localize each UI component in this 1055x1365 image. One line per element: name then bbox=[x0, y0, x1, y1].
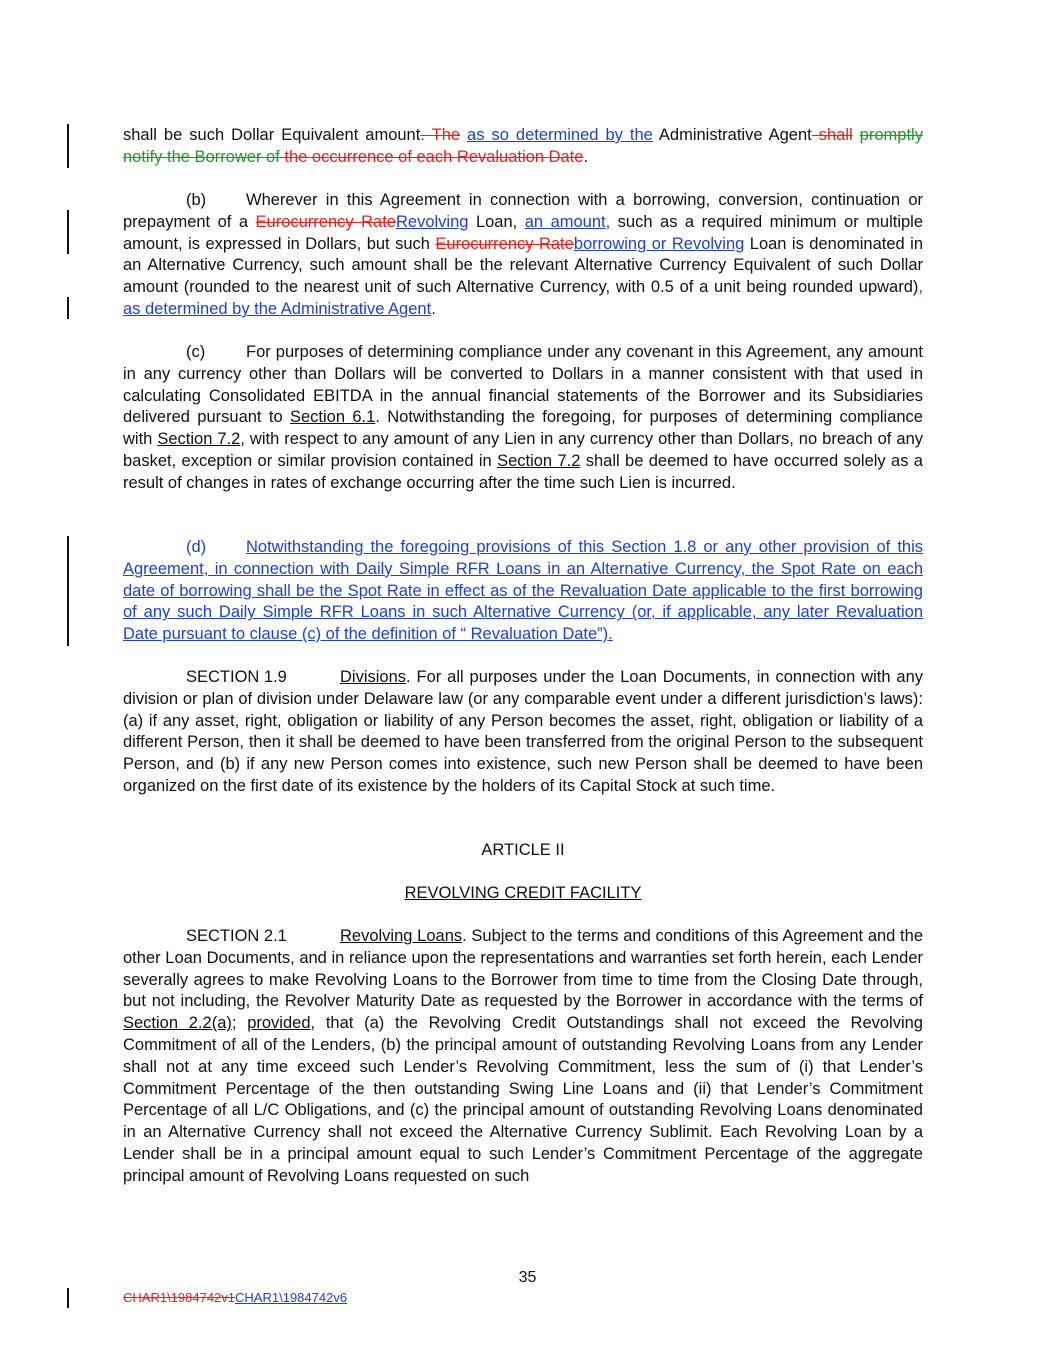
page-number: 35 bbox=[518, 1269, 537, 1286]
section-label: SECTION 2.1 bbox=[186, 927, 287, 945]
section-reference: Section 7.2 bbox=[497, 451, 581, 470]
clause-label: (b) bbox=[186, 191, 207, 209]
text: , that (a) the Revolving Credit Outstandings shall not exceed the Revolving Commitment of all of the Lenders, (b) the principal amount of outstanding Revolving Loans from any Lender shall not at any time exceed such Lender’s Revolving Commitment, less the sum of (i) that Lender’s Commitment Percentage of the then outstanding Swing Line Loans and (ii) that Lender’s Commitment Percentage of all L/C Obligations, and (c) the principal amount of outstanding Revolving Loans denominated in an Alternative Currency shall not exceed the Alternative Currency Sublimit. Each Revolving Loan by a Lender shall be in a principal amount equal to such Lender’s Commitment Percentage of the aggregate principal amount of Revolving Loans requested on such bbox=[123, 1014, 923, 1185]
section-2-1 bbox=[123, 926, 923, 1188]
paragraph-continuation bbox=[123, 125, 923, 169]
defined-term: provided bbox=[247, 1014, 311, 1033]
deleted-document-id: CHAR1\1984742v1 bbox=[123, 1290, 236, 1305]
document-id bbox=[123, 1290, 347, 1305]
section-heading: Divisions bbox=[340, 668, 407, 686]
section-reference: Section 7.2 bbox=[157, 430, 241, 449]
text: . Subject to the terms and conditions of this Agreement and the other Loan Documents, and in reliance upon the representations and warranties set forth herein, each Lender severally agrees to make Revolving Loans to the Borrower from time to time from the Closing Date through, but not including, the Revolver Maturity Date as requested by the Borrower in accordance with the terms of bbox=[123, 927, 923, 1011]
paragraph-d-inserted bbox=[123, 537, 923, 646]
text: For purposes of determining compliance under any covenant in this Agreement, any amount in any currency other than Dollars will be converted to Dollars in a manner consistent with that used in calculating Consolidated EBITDA in the annual financial statements of the Borrower and its Subsidiaries delivered pursuant to bbox=[123, 343, 923, 427]
section-label: SECTION 1.9 bbox=[186, 668, 287, 686]
inserted-text: borrowing or Revolving bbox=[573, 234, 745, 253]
text: shall be such Dollar Equivalent amount bbox=[123, 126, 421, 144]
article-title bbox=[123, 883, 923, 905]
text: Administrative Agent bbox=[658, 126, 812, 144]
deleted-text: the occurrence of each Revaluation Date bbox=[279, 147, 584, 166]
text: Loan is denominated in an Alternative Currency, such amount shall be the relevant Alternative Currency Equivalent of such Dollar amount (rounded to the nearest unit of such Alternative Currency, with 0.5 of a unit being rounded upward) bbox=[123, 234, 923, 297]
change-bar bbox=[67, 1288, 69, 1308]
section-1-9 bbox=[123, 667, 923, 798]
text: ; bbox=[231, 1014, 248, 1033]
clause-label: (d) bbox=[186, 538, 207, 556]
article-number: ARTICLE II bbox=[481, 841, 565, 859]
inserted-text: Notwithstanding the foregoing provisions of this Section 1.8 or any other provision of this Agreement, in connection with Daily Simple RFR Loans in an Alternative Currency, the Spot Rate on each date of borrowing shall be the Spot Rate in effect as of the Revaluation Date applicable to the first borrowing of any such Daily Simple RFR Loans in such Alternative Currency (or, if applicable, any later Revaluation Date pursuant to clause (c) of the definition of “ Revaluation Date”). bbox=[123, 538, 923, 644]
inserted-text: Revolving bbox=[396, 212, 469, 231]
text: . bbox=[431, 299, 436, 318]
inserted-document-id: CHAR1\1984742v6 bbox=[235, 1290, 348, 1305]
change-bar bbox=[67, 297, 69, 319]
paragraph-c bbox=[123, 342, 923, 495]
text: Loan, bbox=[468, 212, 525, 231]
text: . bbox=[583, 147, 589, 166]
article-title-text: REVOLVING CREDIT FACILITY bbox=[404, 884, 642, 902]
text: Wherever in this Agreement in connection with a borrowing, conversion, continuation or prepayment of a bbox=[123, 191, 923, 231]
text: , with respect to any amount of any Lien in any currency other than Dollars, no breach of any basket, exception or similar provision contained in bbox=[123, 430, 923, 470]
change-bar bbox=[67, 210, 69, 254]
section-reference: Section 6.1 bbox=[289, 408, 376, 427]
inserted-text: as so determined by the bbox=[467, 126, 653, 144]
change-bar bbox=[67, 124, 69, 168]
deleted-text: . The bbox=[420, 126, 461, 144]
deleted-text: shall bbox=[811, 126, 853, 144]
paragraph-b bbox=[123, 190, 923, 321]
inserted-text: , as determined by the Administrative Agent bbox=[123, 278, 923, 318]
clause-label: (c) bbox=[186, 343, 206, 361]
deleted-text: Eurocurrency Rate bbox=[435, 234, 574, 253]
text: such as a required minimum or multiple amount, is expressed in Dollars, but such bbox=[123, 212, 924, 253]
deleted-text: Eurocurrency Rate bbox=[255, 212, 396, 231]
text: . Notwithstanding the foregoing, for purposes of determining compliance with bbox=[123, 408, 923, 449]
text: shall be deemed to have occurred solely as a result of changes in rates of exchange occurring after the time such Lien is incurred. bbox=[123, 451, 923, 492]
moved-deleted-text: promptly notify the Borrower of bbox=[123, 126, 923, 166]
text: . For all purposes under the Loan Documents, in connection with any division or plan of division under Delaware law (or any comparable event under a different jurisdiction’s laws): (a) if any asset, right, obligation or liability of any Person becomes the asset, right, obligation or liability of a different Person, then it shall be deemed to have been transferred from the original Person to the subsequent Person, and (b) if any new Person comes into existence, such new Person shall be deemed to have been organized on the first date of its existence by the holders of its Capital Stock at such time. bbox=[123, 668, 923, 795]
section-reference: Section 2.2(a) bbox=[123, 1014, 232, 1033]
section-heading: Revolving Loans bbox=[340, 927, 463, 945]
change-bar bbox=[67, 536, 69, 646]
inserted-text: an amount, bbox=[524, 212, 611, 231]
